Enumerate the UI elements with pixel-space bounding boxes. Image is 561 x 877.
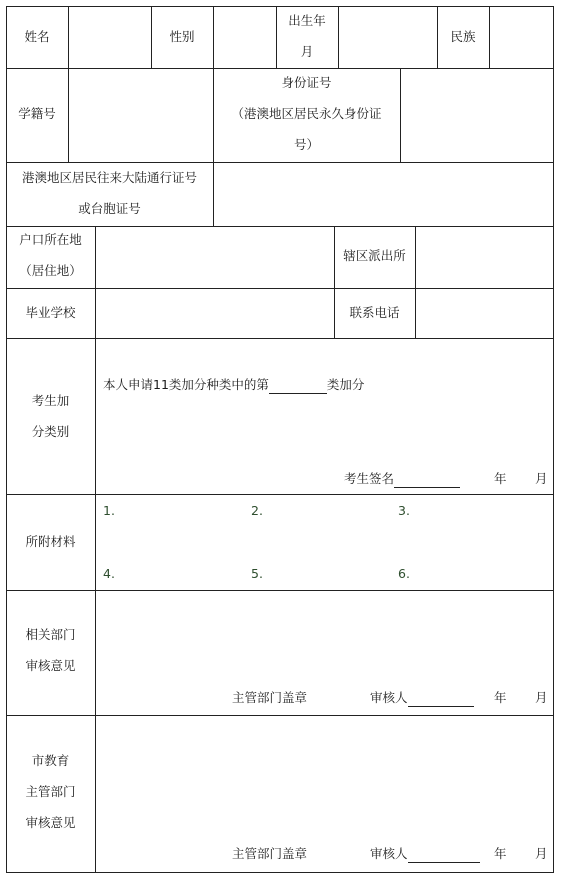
rule — [334, 226, 335, 338]
attachment-item[interactable]: 2. — [251, 503, 263, 518]
education-review-field[interactable] — [96, 716, 553, 844]
household-field[interactable] — [96, 227, 334, 288]
bonus-statement — [103, 377, 364, 394]
department-year-label: 年 — [494, 690, 507, 705]
ethnicity-field[interactable] — [490, 7, 553, 68]
education-month-label: 月 — [535, 846, 548, 861]
police-station-label: 辖区派出所 — [343, 248, 406, 263]
department-month-label: 月 — [535, 690, 548, 705]
attachments-label: 所附材料 — [25, 534, 76, 549]
department-reviewer — [370, 690, 474, 707]
gender-label: 性别 — [169, 29, 195, 44]
student-id-field[interactable] — [69, 69, 213, 162]
school-label: 毕业学校 — [25, 305, 76, 320]
permit-label-line2: 或台胞证号 — [78, 201, 141, 216]
household-label-line1: 户口所在地 — [19, 232, 82, 247]
reviewer-blank[interactable] — [408, 846, 480, 863]
permit-number-field[interactable] — [214, 163, 553, 226]
gender-field[interactable] — [214, 7, 276, 68]
police-station-field[interactable] — [416, 227, 553, 288]
rule — [553, 6, 554, 873]
school-field[interactable] — [96, 289, 334, 338]
reviewer-label: 审核人 — [370, 846, 408, 861]
education-year-label: 年 — [494, 846, 507, 861]
bonus-category-label-line2: 分类别 — [31, 424, 70, 439]
rule — [6, 494, 554, 495]
phone-label: 联系电话 — [349, 305, 400, 320]
education-review-label-line1: 市教育 — [31, 753, 70, 768]
id-number-label-line3: 号） — [293, 137, 319, 152]
birth-label-line1: 出生年 — [288, 13, 326, 28]
signature-label: 考生签名 — [344, 471, 395, 486]
department-seal-label: 主管部门盖章 — [232, 690, 308, 705]
education-reviewer — [370, 846, 480, 863]
birth-label-line2: 月 — [300, 44, 314, 59]
statement-prefix: 本人申请11类加分种类中的第 — [103, 377, 269, 392]
household-label-line2: （居住地） — [19, 263, 82, 278]
signature-month-label: 月 — [535, 471, 548, 486]
attachment-item[interactable]: 4. — [103, 566, 115, 581]
id-number-field[interactable] — [401, 69, 553, 162]
attachment-item[interactable]: 1. — [103, 503, 115, 518]
reviewer-blank[interactable] — [408, 690, 474, 707]
category-number-blank[interactable] — [269, 377, 327, 394]
signature-year-label: 年 — [494, 471, 507, 486]
attachment-item[interactable]: 3. — [398, 503, 410, 518]
rule — [6, 338, 554, 339]
student-id-label: 学籍号 — [18, 106, 56, 121]
education-review-label-line2: 主管部门 — [25, 784, 76, 799]
attachment-item[interactable]: 5. — [251, 566, 263, 581]
department-review-label-line2: 审核意见 — [25, 658, 76, 673]
education-review-label-line3: 审核意见 — [25, 815, 76, 830]
id-number-label-line1: 身份证号 — [281, 75, 332, 90]
reviewer-label: 审核人 — [370, 690, 408, 705]
statement-suffix: 类加分 — [326, 377, 365, 392]
ethnicity-label: 民族 — [450, 29, 476, 44]
permit-label-line1: 港澳地区居民往来大陆通行证号 — [21, 170, 197, 185]
bonus-category-label-line1: 考生加 — [31, 393, 70, 408]
signature-blank[interactable] — [394, 471, 460, 488]
candidate-signature — [344, 471, 460, 488]
id-number-label-line2: （港澳地区居民永久身份证 — [231, 106, 382, 121]
department-review-label-line1: 相关部门 — [25, 627, 76, 642]
department-review-field[interactable] — [96, 591, 553, 686]
education-seal-label: 主管部门盖章 — [232, 846, 308, 861]
phone-field[interactable] — [416, 289, 553, 338]
attachment-item[interactable]: 6. — [398, 566, 410, 581]
name-field[interactable] — [69, 7, 151, 68]
rule — [6, 872, 554, 873]
birth-field[interactable] — [339, 7, 437, 68]
name-label: 姓名 — [24, 29, 50, 44]
